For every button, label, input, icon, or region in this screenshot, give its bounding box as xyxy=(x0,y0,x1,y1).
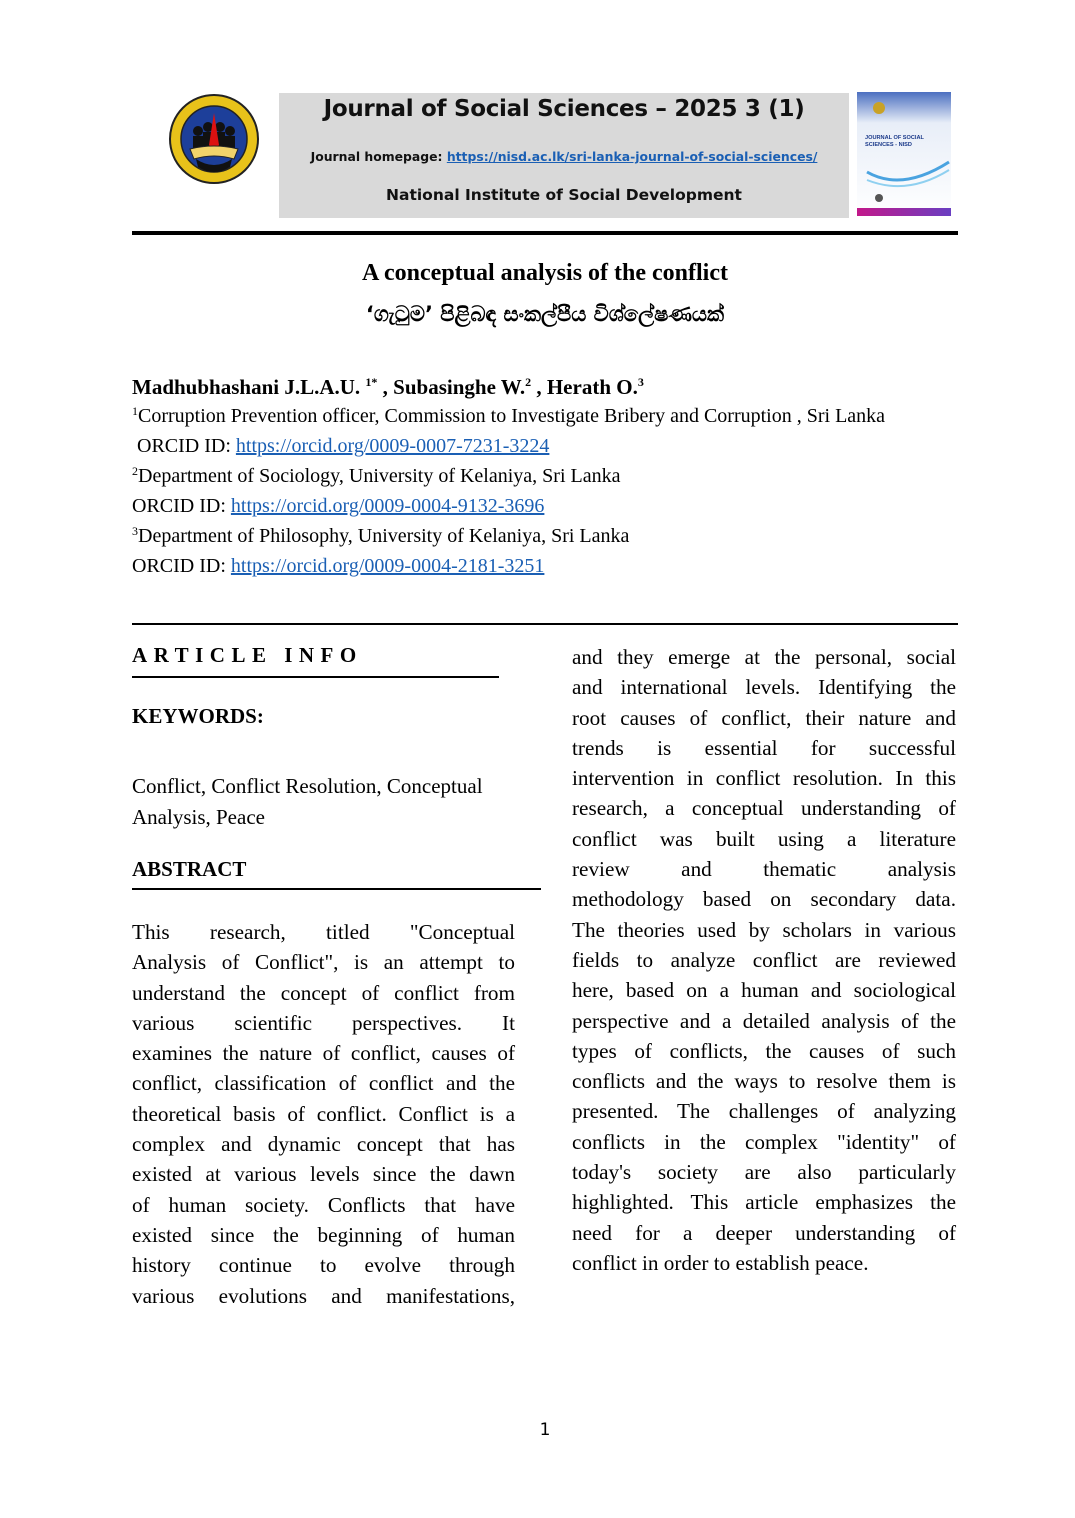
abstract-line: perspective and a detailed analysis of the xyxy=(572,1008,957,1033)
journal-title: Journal of Social Sciences – 2025 3 (1) xyxy=(323,96,805,122)
abstract-line: here, based on a human and sociological xyxy=(572,978,956,1003)
affiliation-text: Corruption Prevention officer, Commission to Investigate Bribery and Corruption , Sri Lanka xyxy=(138,405,886,427)
author-separator: , xyxy=(531,375,547,399)
abstract-line: presented. The challenges of analyzing xyxy=(572,1099,957,1124)
abstract-line: Analysis of Conflict", is an attempt to xyxy=(132,950,515,975)
keywords-line: Conflict, Conflict Resolution, Conceptual xyxy=(132,774,483,798)
abstract-line: conflicts in the complex "identity" of xyxy=(572,1129,956,1154)
section-divider xyxy=(132,623,958,625)
author-mark: 1* xyxy=(365,375,378,389)
author-list xyxy=(132,375,644,400)
journal-homepage xyxy=(279,149,849,164)
abstract-line: of human society. Conflicts that have xyxy=(132,1192,515,1217)
affiliation-3 xyxy=(132,525,629,548)
header-divider xyxy=(132,231,958,235)
abstract-line: need for a deeper understanding of xyxy=(572,1220,956,1245)
page-number: 1 xyxy=(539,1420,551,1440)
orcid-link[interactable]: https://orcid.org/0009-0004-2181-3251 xyxy=(230,555,545,577)
author-name: Madhubhashani J.L.A.U. xyxy=(132,375,366,399)
author-mark: 3 xyxy=(637,375,644,389)
author-name: Herath O. xyxy=(546,375,638,399)
abstract-line: methodology based on secondary data. xyxy=(572,887,956,912)
abstract-line: existed at various levels since the dawn xyxy=(132,1162,515,1187)
abstract-line: trends is essential for successful xyxy=(572,735,956,760)
orcid-3 xyxy=(132,555,544,578)
affiliation-text: Department of Sociology, University of Kelaniya, Sri Lanka xyxy=(138,465,621,487)
abstract-line: history continue to evolve through xyxy=(132,1253,515,1278)
abstract-underline xyxy=(132,888,541,890)
author-name: Subasinghe W. xyxy=(393,375,526,399)
abstract-line: conflict in order to establish peace. xyxy=(572,1250,869,1275)
affiliation-2 xyxy=(132,465,620,488)
orcid-link[interactable]: https://orcid.org/0009-0004-9132-3696 xyxy=(230,495,545,517)
orcid-label: ORCID ID: xyxy=(132,495,231,517)
orcid-link[interactable]: https://orcid.org/0009-0007-7231-3224 xyxy=(235,435,550,457)
abstract-line: understand the concept of conflict from xyxy=(132,980,516,1005)
abstract-line: examines the nature of conflict, causes of xyxy=(132,1041,516,1066)
homepage-label: Journal homepage: xyxy=(310,149,447,164)
abstract-line: today's society are also particularly xyxy=(572,1160,956,1185)
nisd-logo xyxy=(168,93,260,185)
abstract-line: theoretical basis of conflict. Conflict is a xyxy=(132,1101,516,1126)
homepage-link[interactable]: https://nisd.ac.lk/sri-lanka-journal-of-social-sciences/ xyxy=(446,149,818,164)
abstract-line: review and thematic analysis xyxy=(572,857,956,882)
abstract-heading: ABSTRACT xyxy=(132,857,247,881)
abstract-line: and international levels. Identifying the xyxy=(572,675,956,700)
institute-name: National Institute of Social Development xyxy=(386,186,742,204)
abstract-line: existed since the beginning of human xyxy=(132,1222,515,1247)
abstract-line: and they emerge at the personal, social xyxy=(572,645,956,669)
affiliation-text: Department of Philosophy, University of Kelaniya, Sri Lanka xyxy=(138,525,630,547)
author-mark: 2 xyxy=(525,375,532,389)
affiliation-mark: 1 xyxy=(132,404,138,418)
orcid-label: ORCID ID: xyxy=(137,435,236,457)
article-info-heading: ARTICLE INFO xyxy=(132,643,363,667)
abstract-line: This research, titled "Conceptual xyxy=(132,920,515,944)
abstract-line: root causes of conflict, their nature and xyxy=(572,705,956,730)
author-separator: , xyxy=(377,375,394,399)
orcid-label: ORCID ID: xyxy=(132,555,231,577)
abstract-line: conflict was built using a literature xyxy=(572,826,956,851)
abstract-line: conflicts and the ways to resolve them is xyxy=(572,1069,956,1094)
nisd-seal-logo-icon xyxy=(168,93,260,185)
orcid-1 xyxy=(137,435,549,458)
journal-cover-thumbnail-icon xyxy=(857,92,951,216)
keywords-line: Analysis, Peace xyxy=(132,804,265,829)
affiliation-mark: 3 xyxy=(132,524,138,538)
abstract-line: The theories used by scholars in various xyxy=(572,917,957,942)
abstract-line: types of conflicts, the causes of such xyxy=(572,1038,956,1063)
keywords-list xyxy=(132,771,532,832)
abstract-line: various evolutions and manifestations, xyxy=(132,1283,515,1308)
abstract-line: complex and dynamic concept that has xyxy=(132,1132,515,1157)
abstract-left-column xyxy=(132,917,515,1311)
keywords-heading: KEYWORDS: xyxy=(132,704,264,728)
abstract-line: conflict, classification of conflict and the xyxy=(132,1071,515,1096)
abstract-line: research, a conceptual understanding of xyxy=(572,796,956,821)
abstract-right-column xyxy=(572,642,956,1278)
abstract-line: various scientific perspectives. It xyxy=(132,1010,516,1035)
article-title-sinhala: ‘ගැටුම’ පිළිබඳ සංකල්පීය විශ්ලේෂණයක් xyxy=(365,302,725,326)
abstract-line: highlighted. This article emphasizes the xyxy=(572,1190,956,1215)
affiliation-mark: 2 xyxy=(132,464,138,478)
orcid-2 xyxy=(132,495,544,518)
journal-cover xyxy=(857,92,951,216)
abstract-line: intervention in conflict resolution. In this xyxy=(572,766,957,791)
affiliation-1 xyxy=(132,405,885,428)
article-info-underline xyxy=(132,676,499,678)
article-title: A conceptual analysis of the conflict xyxy=(362,260,728,286)
abstract-line: fields to analyze conflict are reviewed xyxy=(572,947,956,972)
cover-journal-title: JOURNAL OF SOCIAL SCIENCES - NISD xyxy=(865,135,924,148)
